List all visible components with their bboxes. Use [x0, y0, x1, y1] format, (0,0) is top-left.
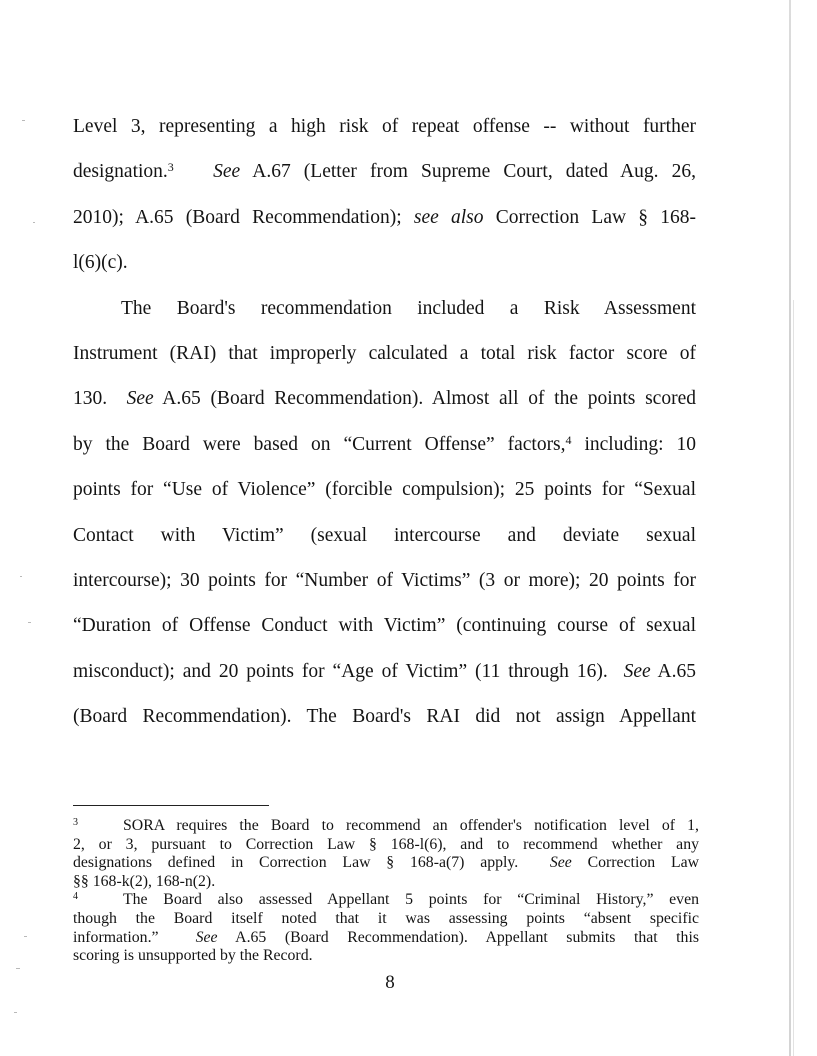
text-line	[73, 331, 696, 376]
scan-speck	[16, 968, 20, 969]
text-span: The Board also assessed Appellant 5 points for “Criminal History,” even	[123, 891, 699, 909]
text-line	[73, 603, 696, 648]
footnotes	[73, 817, 699, 966]
text-span: though the Board itself noted that it was assessing points “absent specific	[73, 909, 699, 927]
text-span: Level 3, representing a high risk of repeat offense -- without further	[73, 116, 696, 137]
text-span: intercourse); 30 points for “Number of Victims” (3 or more); 20 points for	[73, 569, 696, 591]
text-span: including: 10	[584, 433, 697, 455]
citation-signal: See	[623, 660, 651, 682]
text-span: (Board Recommendation). The Board's RAI did not assign Appellant	[73, 706, 696, 728]
text-span: Contact with Victim” (sexual intercourse and deviate sexual	[73, 524, 696, 546]
text-line	[73, 422, 696, 467]
footnote-4	[73, 891, 699, 965]
text-line	[73, 649, 696, 694]
footnote-line	[73, 836, 699, 855]
text-span: SORA requires the Board to recommend an offender's notification level of 1,	[123, 817, 699, 834]
text-line	[73, 376, 696, 421]
footnote-line: 3 SORA requires the Board to recommend an offender's notification level of 1,	[73, 817, 699, 834]
text-span: points for “Use of Violence” (forcible compulsion); 25 points for “Sexual	[73, 479, 696, 501]
text-span: A.65 (Board Recommendation). Appellant submits that this	[235, 928, 699, 946]
citation-signal: See	[126, 388, 154, 410]
body-text	[73, 104, 696, 739]
text-line	[73, 286, 696, 331]
scan-speck	[33, 222, 35, 223]
scan-edge-line	[789, 0, 791, 1056]
text-span: §§ 168-k(2), 168-n(2).	[73, 872, 216, 890]
text-line	[73, 467, 696, 512]
text-span: Correction Law	[587, 854, 700, 872]
scan-speck	[14, 1012, 17, 1013]
footnote-line	[73, 873, 699, 892]
text-span: A.65	[657, 660, 696, 682]
text-span: misconduct); and 20 points for “Age of Victim” (11 through 16).	[73, 660, 608, 682]
scan-speck	[28, 622, 31, 623]
text-line	[73, 558, 696, 603]
text-line	[73, 149, 696, 194]
scan-speck	[20, 576, 22, 577]
scan-speck	[24, 936, 27, 937]
text-span: “Duration of Offense Conduct with Victim” (continuing course of sexual	[73, 615, 696, 637]
text-span: scoring is unsupported by the Record.	[73, 947, 313, 965]
footnote-separator	[73, 805, 269, 806]
footnote-line: 4 The Board also assessed Appellant 5 points for “Criminal History,” even	[73, 891, 699, 909]
text-span: by the Board were based on “Current Offense” factors,	[73, 433, 566, 455]
text-span: Correction Law § 168-	[495, 206, 697, 228]
footnote-ref-4[interactable]: 4	[565, 432, 572, 447]
text-span: Instrument (RAI) that improperly calculated a total risk factor score of	[73, 342, 696, 364]
text-span: 2, or 3, pursuant to Correction Law § 168-l(6), and to recommend whether any	[73, 835, 699, 853]
paragraph-2	[73, 286, 696, 740]
footnote-line	[73, 854, 699, 873]
page-number: 8	[385, 972, 395, 993]
text-line	[73, 513, 696, 558]
footnote-line	[73, 910, 699, 929]
text-span: The Board's recommendation included a Risk Assessment	[121, 297, 696, 319]
text-span: designations defined in Correction Law § 168-a(7) apply.	[73, 854, 519, 872]
citation-signal: see also	[413, 206, 484, 228]
footnote-3	[73, 817, 699, 891]
text-span: information.”	[73, 928, 159, 946]
text-line	[73, 104, 696, 149]
scan-speck	[22, 120, 25, 121]
paragraph-1	[73, 104, 696, 286]
text-line	[73, 195, 696, 240]
text-span: A.65 (Board Recommendation). Almost all of the points scored	[162, 388, 696, 410]
scan-edge-line-secondary	[793, 300, 794, 1056]
text-line	[73, 240, 696, 285]
text-span: 2010); A.65 (Board Recommendation);	[73, 206, 402, 228]
text-span: designation.	[73, 161, 168, 183]
footnote-ref-3[interactable]: 3	[167, 160, 174, 175]
text-span: A.67 (Letter from Supreme Court, dated Aug. 26,	[252, 161, 697, 183]
footnote-line	[73, 947, 699, 966]
citation-signal: See	[213, 161, 241, 183]
citation-signal: See	[195, 928, 218, 946]
text-span: l(6)(c).	[73, 252, 128, 274]
citation-signal: See	[549, 854, 572, 872]
text-line	[73, 694, 696, 739]
footnote-line	[73, 929, 699, 948]
text-span: 130.	[73, 388, 108, 410]
